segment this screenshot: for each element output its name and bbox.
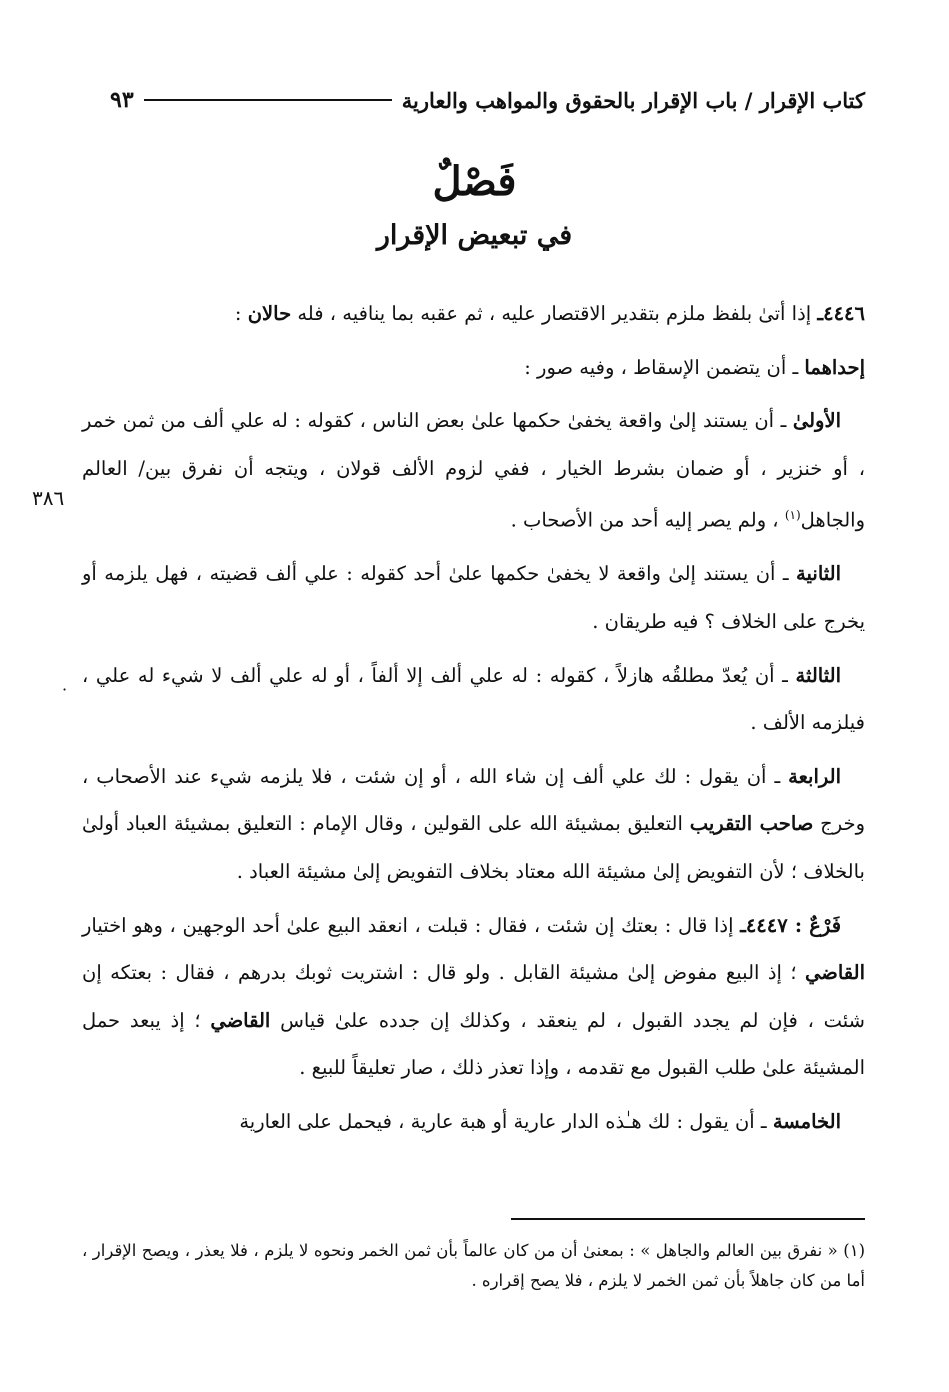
footnote-ref[interactable]: (١) — [784, 508, 801, 523]
paragraph-fourth-form: الرابعة ـ أن يقول : لك علي ألف إن شاء الله ، أو إن شئت ، فلا يلزمه شيء عند الأصحاب ، وخرج صاحب التقريب التعليق بمشيئة الله على القولين ، وقال الإمام : التعليق بمشيئة العباد أولىٰ بالخلاف ؛ لأن التفويض إلىٰ مشيئة الله معتاد بخلاف التفويض إلىٰ مشيئة العباد . — [82, 764, 865, 884]
paragraph-third-form: الثالثة ـ أن يُعدّ مطلقُه هازلاً ، كقوله : له علي ألف إلا ألفاً ، أو له علي ألف لا شيء له علي ، فيلزمه الألف . — [82, 663, 865, 735]
main-text — [82, 290, 865, 1152]
paragraph-number: ٤٤٤٦ـ — [817, 302, 865, 325]
footnote: (١) « نفرق بين العالم والجاهل » : بمعنىٰ أن من كان عالماً بأن ثمن الخمر ونحوه لا يلزم ، فلا يعذر ، ويصح الإقرار ، أما من كان جاهلاً بأن ثمن الخمر لا يلزم ، فلا يصح إقراره . — [82, 1241, 865, 1290]
paragraph-fifth-form: الخامسة ـ أن يقول : لك هـٰذه الدار عارية أو هبة عارية ، فيحمل على العارية — [239, 1110, 841, 1133]
margin-dot: · — [62, 680, 68, 699]
page-number: ٩٣ — [110, 87, 134, 113]
paragraph-second-form: الثانية ـ أن يستند إلىٰ واقعة لا يخفىٰ حكمها علىٰ أحد كقوله : علي ألف قضيته ، فهل يلزمه أو يخرج على الخلاف ؟ فيه طريقان . — [82, 562, 865, 634]
branch-label: فَرْعٌ — [809, 913, 842, 937]
paragraph-first-form: الأولىٰ ـ أن يستند إلىٰ واقعة يخفىٰ حكمها علىٰ بعض الناس ، كقوله : له علي ألف من ثمن خمر ، أو خنزير ، أو ضمان بشرط الخيار ، ففي لزوم الألف قولان ، ويتجه أن نفرق بين/ العالم والجاهل$^{(١)}$ ، ولم يصر إليه أحد من الأصحاب . — [82, 409, 865, 532]
header-rule — [144, 99, 392, 101]
paragraph-4447: فَرْعٌ : ٤٤٤٧ـ إذا قال : بعتك إن شئت ، فقال : قبلت ، انعقد البيع علىٰ أحد الوجهين ، وهو اختيار القاضي ؛ إذ البيع مفوض إلىٰ مشيئة القابل . ولو قال : اشتريت ثوبك بدرهم ، فقال : بعتكه إن شئت ، فإن لم يجدد القبول ، لم ينعقد ، وكذلك إن جدده علىٰ قياس القاضي ؛ إذ يبعد حمل المشيئة علىٰ طلب القبول مع تقدمه ، وإذا تعذر ذلك ، صار تعليقاً للبيع . — [82, 913, 865, 1080]
running-header — [110, 78, 865, 122]
paragraph-first-case: إحداهما ـ أن يتضمن الإسقاط ، وفيه صور : — [524, 355, 865, 379]
section-title: في تبعيض الإقرار — [376, 220, 573, 251]
margin-page-reference: ٣٨٦ — [32, 486, 65, 510]
header-title: كتاب الإقرار / باب الإقرار بالحقوق والمواهب والعارية — [401, 87, 865, 113]
paragraph-4446: ٤٤٤٦ـ إذا أتىٰ بلفظ ملزم بتقدير الاقتصار عليه ، ثم عقبه بما ينافيه ، فله حالان : — [234, 302, 865, 325]
section-ornament: فَصْلٌ — [432, 158, 517, 205]
footnote-separator — [511, 1218, 865, 1220]
